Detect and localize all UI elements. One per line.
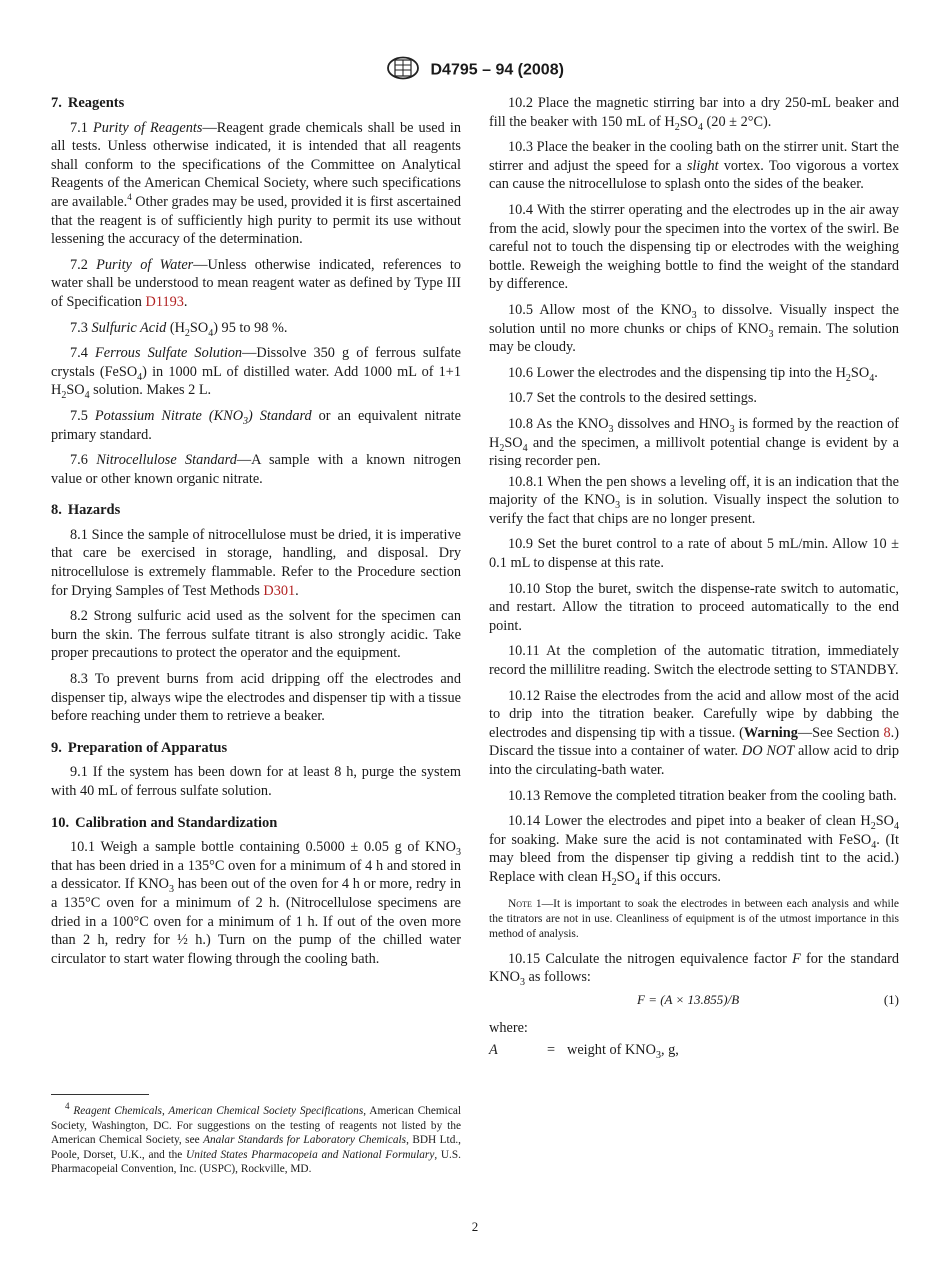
paragraph-8-1: 8.1 Since the sample of nitrocellulose must be dried, it is imperative that care be exercised in storage, handling, and disposal. Dry nitrocellulose is extremely flammable. Refer to the Procedure section for Drying Samples of Test Methods D301. (51, 526, 461, 599)
paragraph-10-8-1: 10.8.1 When the pen shows a leveling off, it is an indication that the majority of the $KNO_3$ is in solution. Visually inspect the solution to verify the fact that chips are no longer present. (489, 473, 899, 527)
ref-link-d301[interactable]: D301 (263, 582, 296, 599)
footnote-ref: 4 (127, 192, 132, 203)
page-header (0, 56, 950, 85)
section-8-heading: 8. Hazards (51, 502, 121, 519)
equation-1 (489, 991, 899, 1011)
section-10-heading: 10. Calibration and Standardization (51, 814, 278, 831)
equation-formula: F = (A × 13.855)/B (637, 991, 740, 1007)
where-label: where: (489, 1019, 528, 1036)
paragraph-10-2: 10.2 Place the magnetic stirring bar into a dry 250-mL beaker and fill the beaker with 150 mL of $H_2SO_4$ (20 ± 2°C). (489, 95, 899, 133)
warning-label: Warning (743, 724, 798, 741)
definition-a: A = weight of $KNO_3$, g, (489, 1042, 679, 1062)
standard-designation: D4795 – 94 (2008) (430, 61, 564, 79)
paragraph-7-4: 7.4 Ferrous Sulfate Solution—Dissolve 350 g of ferrous sulfate crystals (FeSO$_4$) in 1000 mL of distilled water. Add 1000 mL of 1+1 $H_2SO_4$ solution. Makes 2 L. (51, 345, 461, 402)
paragraph-7-1: 7.1 Purity of Reagents—Reagent grade chemicals shall be used in all tests. Unless otherwise indicated, it is intended that all reagents shall conform to the specifications of the Committee on Analytical Reagents of the American Chemical Society, where such specifications are available.$^4$ Other grades may be used, provided it is first ascertained that the reagent is of sufficiently high purity to permit its use without lessening the accuracy of the determination. (51, 119, 461, 248)
section-9-heading: 9. Preparation of Apparatus (51, 739, 228, 756)
paragraph-7-6: 7.6 Nitrocellulose Standard—A sample with a known nitrogen value or other known organic nitrate. (51, 452, 462, 487)
ref-link-section-8[interactable]: 8 (883, 724, 891, 741)
page-number: 2 (471, 1219, 479, 1234)
paragraph-10-8: 10.8 As the $KNO_3$ dissolves and $HNO_3$ is formed by the reaction of $H_2SO_4$ and the specimen, a millivolt potential change is evident by a rising recorder pen. (489, 415, 899, 470)
paragraph-8-2: 8.2 Strong sulfuric acid used as the solvent for the specimen can burn the skin. The ferrous sulfate titrant is also strongly acidic. Take proper precautions to protect the operator and the equipment. (51, 608, 461, 662)
footnote-4: $^4$ Reagent Chemicals, American Chemical Society Specifications, American Chemical Society, Washington, DC. For suggestions on the testing of reagents not listed by the American Chemical Society, see Analar Standards for Laboratory Chemicals, BDH Ltd., Poole, Dorset, U.K., and the United States Pharmacopeia and National Formulary, U.S. Pharmacopeial Convention, Inc. (USPC), Rockville, MD. (51, 1101, 461, 1176)
paragraph-10-10: 10.10 Stop the buret, switch the dispense-rate switch to automatic, and restart. Allow the titration to proceed automatically to the end point. (489, 580, 899, 634)
paragraph-9-1: 9.1 If the system has been down for at least 8 h, purge the system with 40 mL of ferrous sulfate solution. (51, 764, 461, 799)
paragraph-10-3: 10.3 Place the beaker in the cooling bath on the stirrer unit. Start the stirrer and adjust the speed for a slight vortex. Too vigorous a vortex can cause the nitrocellulose to splash onto the sides of the beaker. (489, 139, 900, 193)
paragraph-7-5: 7.5 Potassium Nitrate $(KNO_3)$ Standard or an equivalent nitrate primary standard. (51, 407, 461, 443)
ref-link-d1193[interactable]: D1193 (145, 293, 184, 310)
note-1: Note 1—It is important to soak the electrodes in between each analysis and while the titrators are not in use. Cleanliness of equipment is of the utmost importance in this method of analysis. (489, 897, 900, 940)
paragraph-10-7: 10.7 Set the controls to the desired settings. (508, 390, 757, 407)
astm-logo-icon (386, 56, 420, 85)
paragraph-10-15: 10.15 Calculate the nitrogen equivalence factor F for the standard $KNO_3$ as follows: (489, 950, 899, 989)
left-column (51, 94, 461, 975)
paragraph-10-11: 10.11 At the completion of the automatic titration, immediately record the millilitre reading. Switch the electrode setting to STANDBY. (489, 643, 899, 679)
section-7-heading: 7. Reagents (51, 95, 125, 111)
paragraph-10-1: 10.1 Weigh a sample bottle containing 0.5000 ± 0.05 g of $KNO_3$ that has been dried in a 135°C oven for a minimum of 4 h and stored in a dessicator. If $KNO_3$ has been out of the oven for 4 h or more, redry in a 135°C oven for a minimum of 2 h. (Nitrocellulose specimens are dried in a 100°C oven for a minimum of 1 h. If out of the oven more than 2 h, redry for ½ h.) Turn on the pump of the chilled water circulator to start water flowing through the cooling bath. (51, 839, 461, 967)
paragraph-7-3: 7.3 Sulfuric Acid $(H_2SO_4)$ 95 to 98 %. (70, 319, 288, 339)
paragraph-10-5: 10.5 Allow most of the $KNO_3$ to dissolve. Visually inspect the solution until no more chunks or chips of $KNO_3$ remain. The solution may be cloudy. (489, 301, 899, 356)
paragraph-7-2: 7.2 Purity of Water—Unless otherwise indicated, references to water shall be understood to mean reagent water as defined by Type III of Specification D1193. (51, 256, 461, 310)
paragraph-10-12: 10.12 Raise the electrodes from the acid and allow most of the acid to drip into the titration beaker. Carefully wipe by dabbing the electrodes and dispensing tip with a tissue. (Warning—See Section 8.) Discard the tissue into a container of water. DO NOT allow acid to drip into the circulating-bath water. (489, 687, 900, 778)
paragraph-10-14: 10.14 Lower the electrodes and pipet into a beaker of clean $H_2SO_4$ for soaking. Make sure the acid is not contaminated with FeSO$_4$. (It may bleed from the dispenser tip giving a reddish tint to the acid.) Replace with clean $H_2SO_4$ if this occurs. (489, 813, 900, 888)
paragraph-10-9: 10.9 Set the buret control to a rate of about 5 mL/min. Allow 10 ± 0.1 mL to dispense at this rate. (489, 536, 900, 572)
right-column (489, 94, 899, 1061)
footnote-divider (51, 1094, 149, 1095)
equation-number: (1) (883, 991, 899, 1007)
paragraph-8-3: 8.3 To prevent burns from acid dripping off the electrodes and dispenser tip, always wipe the electrodes and dispenser tip with a tissue before reaching under them to retrieve a beaker. (51, 671, 461, 725)
paragraph-10-13: 10.13 Remove the completed titration beaker from the cooling bath. (508, 787, 897, 804)
paragraph-10-4: 10.4 With the stirrer operating and the electrodes up in the air away from the acid, slowly pour the specimen into the vortex of the swirl. Be careful not to touch the dispensing tip or electrodes with the weighing bottle. Reweigh the weighing bottle to find the weight of the standard by difference. (489, 201, 899, 293)
paragraph-10-6: 10.6 Lower the electrodes and the dispensing tip into the $H_2SO_4$. (508, 364, 878, 384)
